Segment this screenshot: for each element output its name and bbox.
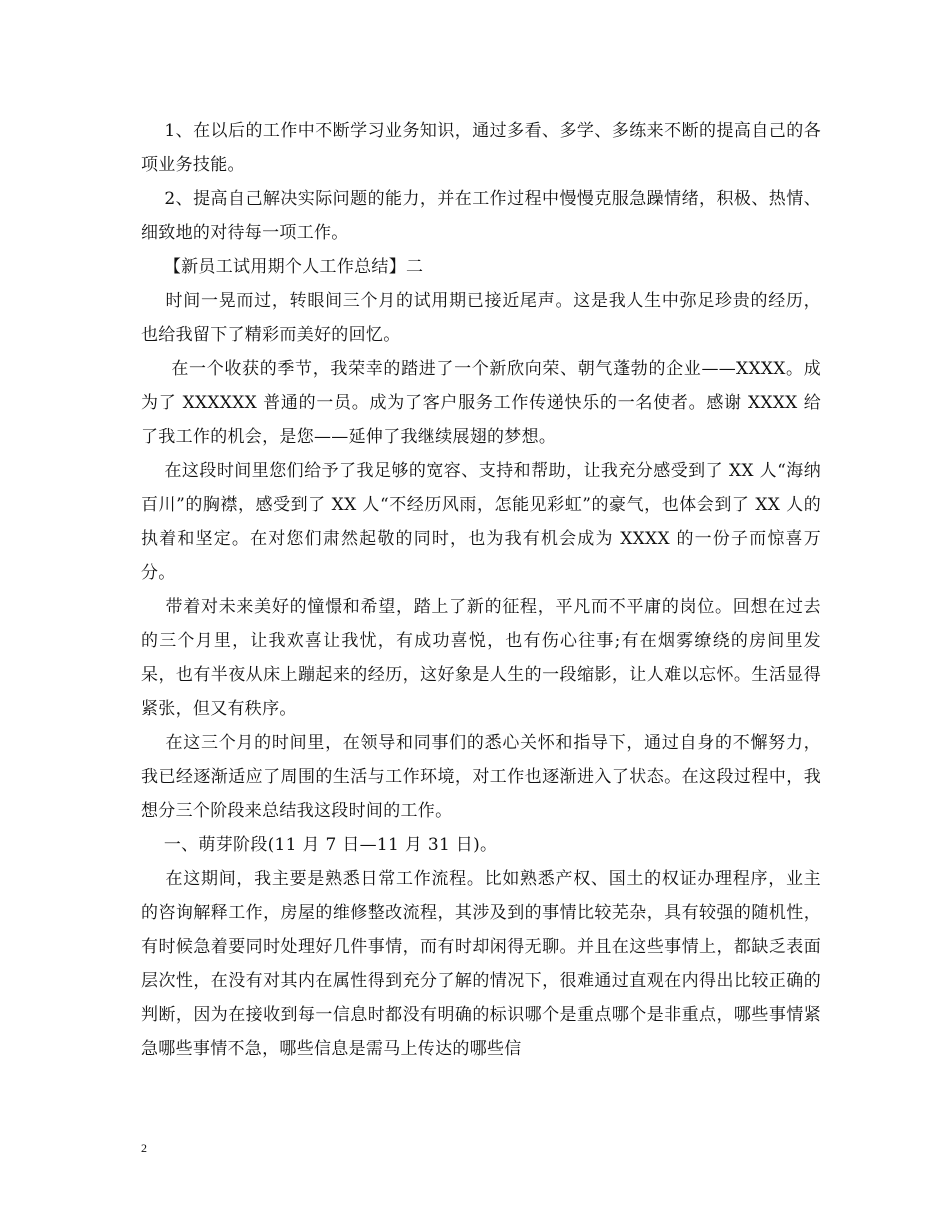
paragraph-reflection: 带着对未来美好的憧憬和希望，踏上了新的征程，平凡而不平庸的岗位。回想在过去的三个月里，让我欢喜让我忧，有成功喜悦，也有伤心往事;有在烟雾缭绕的房间里发呆，也有半夜从床上蹦起来的经历，这好象是人生的一段缩影，让人难以忘怀。生活显得紧张，但又有秩序。 <box>141 597 821 719</box>
paragraph-item-1: 1、在以后的工作中不断学习业务知识，通过多看、多学、多练来不断的提高自己的各项业务技能。 <box>141 121 821 175</box>
paragraph-intro: 时间一晃而过，转眼间三个月的试用期已接近尾声。这是我人生中弥足珍贵的经历，也给我留下了精彩而美好的回忆。 <box>141 291 821 345</box>
paragraph-item-2: 2、提高自己解决实际问题的能力，并在工作过程中慢慢克服急躁情绪，积极、热情、细致地的对待每一项工作。 <box>141 189 821 243</box>
paragraph-summary-intro: 在这三个月的时间里，在领导和同事们的悉心关怀和指导下，通过自身的不懈努力，我已经逐渐适应了周围的生活与工作环境，对工作也逐渐进入了状态。在这段过程中，我想分三个阶段来总结我这段时间的工作。 <box>141 733 821 821</box>
document-body <box>141 114 821 1066</box>
paragraph-company: 在一个收获的季节，我荣幸的踏进了一个新欣向荣、朝气蓬勃的企业——XXXX。成为了 XXXXXX 普通的一员。成为了客户服务工作传递快乐的一名使者。感谢 XXXX 给了我工作的机会，是您——延伸了我继续展翅的梦想。 <box>141 359 821 447</box>
paragraph-stage-detail: 在这期间，我主要是熟悉日常工作流程。比如熟悉产权、国土的权证办理程序，业主的咨询解释工作，房屋的维修整改流程，其涉及到的事情比较芜杂，具有较强的随机性，有时候急着要同时处理好几件事情，而有时却闲得无聊。并且在这些事情上，都缺乏表面层次性，在没有对其内在属性得到充分了解的情况下，很难通过直观在内得出比较正确的判断，因为在接收到每一信息时都没有明确的标识哪个是重点哪个是非重点，哪些事情紧急哪些事情不急，哪些信息是需马上传达的哪些信 <box>141 869 821 1059</box>
paragraph-gratitude: 在这段时间里您们给予了我足够的宽容、支持和帮助，让我充分感受到了 XX 人“海纳百川”的胸襟，感受到了 XX 人“不经历风雨，怎能见彩虹”的豪气，也体会到了 XX 人的执着和坚定。在对您们肃然起敬的同时，也为我有机会成为 XXXX 的一份子而惊喜万分。 <box>141 461 821 583</box>
section-heading: 【新员工试用期个人工作总结】二 <box>141 257 424 277</box>
page-number: 2 <box>141 1141 147 1155</box>
stage-heading: 一、萌芽阶段(11 月 7 日—11 月 31 日)。 <box>141 835 498 855</box>
